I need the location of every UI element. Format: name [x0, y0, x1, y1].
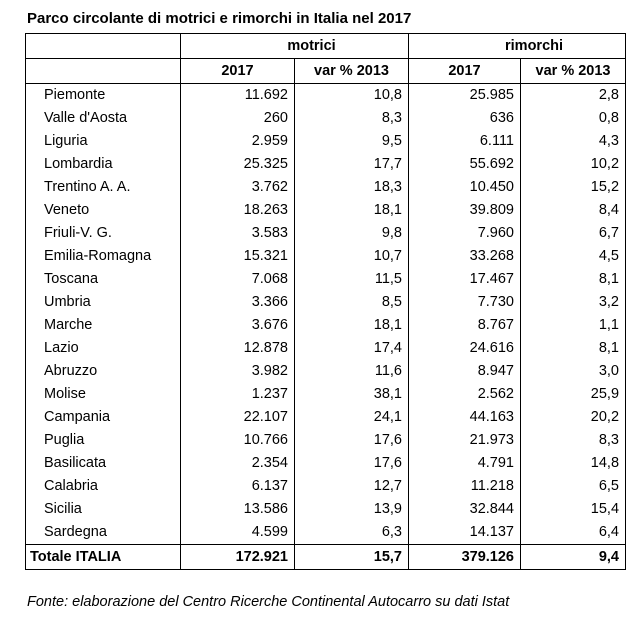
motrici-var-cell: 11,6	[374, 363, 402, 379]
total-row	[26, 545, 626, 570]
motrici-2017-cell: 6.137	[181, 475, 295, 498]
rimorchi-var-cell: 8,1	[521, 268, 626, 291]
rimorchi-2017-cell: 8.767	[409, 314, 521, 337]
motrici-var-cell: 17,6	[373, 455, 402, 471]
region-cell: Friuli-V. G.	[26, 222, 181, 245]
rimorchi-var-cell: 3,0	[521, 360, 626, 383]
group-header-rimorchi: rimorchi	[409, 34, 626, 59]
rimorchi-var-cell: 20,2	[521, 406, 626, 429]
rimorchi-2017-cell: 55.692	[409, 153, 521, 176]
table-row	[26, 360, 626, 383]
table-row	[26, 429, 626, 452]
table-row	[26, 268, 626, 291]
motrici-2017-cell: 11.692	[181, 84, 295, 108]
motrici-var-cell: 10,8	[373, 87, 402, 103]
region-cell: Trentino A. A.	[26, 176, 181, 199]
motrici-2017-cell: 22.107	[181, 406, 295, 429]
table-row	[26, 245, 626, 268]
region-cell: Basilicata	[26, 452, 181, 475]
motrici-2017-cell: 12.878	[181, 337, 295, 360]
region-cell: Liguria	[26, 130, 181, 153]
rimorchi-var-cell: 14,8	[521, 452, 626, 475]
motrici-var-cell: 10,7	[373, 248, 402, 264]
region-header-cell	[26, 34, 181, 59]
motrici-2017-cell: 2.959	[181, 130, 295, 153]
table-row	[26, 475, 626, 498]
motrici-var-cell: 18,1	[373, 317, 402, 333]
rimorchi-var-cell: 6,4	[521, 521, 626, 545]
rimorchi-2017-cell: 2.562	[409, 383, 521, 406]
region-cell: Campania	[26, 406, 181, 429]
rimorchi-2017-cell: 32.844	[409, 498, 521, 521]
rimorchi-var-cell: 15,4	[521, 498, 626, 521]
rimorchi-var-cell: 8,4	[521, 199, 626, 222]
motrici-2017-cell: 18.263	[181, 199, 295, 222]
rimorchi-2017-cell: 7.960	[409, 222, 521, 245]
motrici-2017-cell: 3.366	[181, 291, 295, 314]
table-row	[26, 521, 626, 545]
total-motrici-var-cell: 15,7	[295, 545, 409, 570]
motrici-2017-cell: 3.762	[181, 176, 295, 199]
table-row	[26, 406, 626, 429]
motrici-var-cell: 17,4	[373, 340, 402, 356]
motrici-var-cell: 6,3	[381, 524, 402, 540]
total-region-cell: Totale ITALIA	[26, 545, 181, 570]
motrici-var-cell: 17,6	[373, 432, 402, 448]
table-row	[26, 337, 626, 360]
region-subheader-cell	[26, 59, 181, 84]
motrici-2017-cell: 25.325	[181, 153, 295, 176]
rimorchi-2017-cell: 4.791	[409, 452, 521, 475]
table-row	[26, 176, 626, 199]
region-cell: Umbria	[26, 291, 181, 314]
total-motrici-2017-cell: 172.921	[181, 545, 295, 570]
region-cell: Sicilia	[26, 498, 181, 521]
rimorchi-var-cell: 2,8	[521, 84, 626, 108]
motrici-2017-cell: 3.982	[181, 360, 295, 383]
vehicle-fleet-table	[25, 33, 626, 570]
rimorchi-var-cell: 1,1	[521, 314, 626, 337]
motrici-var-cell: 8,5	[381, 294, 402, 310]
group-header-row	[26, 34, 626, 59]
region-cell: Lombardia	[26, 153, 181, 176]
rimorchi-2017-cell: 44.163	[409, 406, 521, 429]
source-note: Fonte: elaborazione del Centro Ricerche Continental Autocarro su dati Istat	[27, 594, 510, 610]
rimorchi-var-cell: 15,2	[521, 176, 626, 199]
motrici-var-cell: 11,5	[374, 271, 402, 287]
region-cell: Calabria	[26, 475, 181, 498]
subheader-motrici-var: var % 2013	[295, 59, 409, 84]
table-row	[26, 314, 626, 337]
motrici-var-cell: 38,1	[373, 386, 402, 402]
rimorchi-var-cell: 4,5	[521, 245, 626, 268]
region-cell: Puglia	[26, 429, 181, 452]
rimorchi-2017-cell: 8.947	[409, 360, 521, 383]
motrici-2017-cell: 2.354	[181, 452, 295, 475]
rimorchi-var-cell: 6,7	[521, 222, 626, 245]
region-cell: Molise	[26, 383, 181, 406]
motrici-2017-cell: 13.586	[181, 498, 295, 521]
motrici-2017-cell: 3.676	[181, 314, 295, 337]
rimorchi-2017-cell: 39.809	[409, 199, 521, 222]
motrici-var-cell: 17,7	[373, 156, 402, 172]
rimorchi-2017-cell: 636	[409, 107, 521, 130]
motrici-var-cell: 13,9	[373, 501, 402, 517]
subheader-motrici-2017: 2017	[181, 59, 295, 84]
group-header-motrici: motrici	[181, 34, 409, 59]
motrici-var-cell: 12,7	[373, 478, 402, 494]
rimorchi-var-cell: 3,2	[521, 291, 626, 314]
table-row	[26, 291, 626, 314]
total-rimorchi-2017-cell: 379.126	[409, 545, 521, 570]
region-cell: Veneto	[26, 199, 181, 222]
rimorchi-var-cell: 10,2	[521, 153, 626, 176]
motrici-2017-cell: 4.599	[181, 521, 295, 545]
rimorchi-2017-cell: 33.268	[409, 245, 521, 268]
motrici-var-cell: 24,1	[373, 409, 402, 425]
motrici-2017-cell: 15.321	[181, 245, 295, 268]
motrici-var-cell: 18,1	[373, 202, 402, 218]
table-row	[26, 199, 626, 222]
region-cell: Toscana	[26, 268, 181, 291]
rimorchi-2017-cell: 24.616	[409, 337, 521, 360]
rimorchi-var-cell: 8,1	[521, 337, 626, 360]
motrici-var-cell: 8,3	[381, 110, 402, 126]
table-body	[26, 84, 626, 570]
region-cell: Emilia-Romagna	[26, 245, 181, 268]
subheader-rimorchi-2017: 2017	[409, 59, 521, 84]
motrici-2017-cell: 7.068	[181, 268, 295, 291]
table-row	[26, 222, 626, 245]
rimorchi-2017-cell: 25.985	[409, 84, 521, 108]
rimorchi-var-cell: 0,8	[521, 107, 626, 130]
rimorchi-2017-cell: 14.137	[409, 521, 521, 545]
motrici-var-cell: 9,5	[381, 133, 402, 149]
table-row	[26, 107, 626, 130]
subheader-rimorchi-var: var % 2013	[521, 59, 626, 84]
rimorchi-var-cell: 8,3	[521, 429, 626, 452]
region-cell: Valle d'Aosta	[26, 107, 181, 130]
motrici-2017-cell: 3.583	[181, 222, 295, 245]
rimorchi-2017-cell: 17.467	[409, 268, 521, 291]
sub-header-row	[26, 59, 626, 84]
rimorchi-var-cell: 6,5	[521, 475, 626, 498]
region-cell: Abruzzo	[26, 360, 181, 383]
region-cell: Sardegna	[26, 521, 181, 545]
rimorchi-var-cell: 25,9	[521, 383, 626, 406]
total-rimorchi-var-cell: 9,4	[521, 545, 626, 570]
table-row	[26, 383, 626, 406]
region-cell: Lazio	[26, 337, 181, 360]
motrici-2017-cell: 10.766	[181, 429, 295, 452]
rimorchi-2017-cell: 7.730	[409, 291, 521, 314]
rimorchi-2017-cell: 11.218	[409, 475, 521, 498]
rimorchi-2017-cell: 21.973	[409, 429, 521, 452]
table-row	[26, 498, 626, 521]
table-title: Parco circolante di motrici e rimorchi in Italia nel 2017	[27, 10, 412, 27]
table-row	[26, 84, 626, 108]
rimorchi-var-cell: 4,3	[521, 130, 626, 153]
table-row	[26, 452, 626, 475]
motrici-var-cell: 9,8	[381, 225, 402, 241]
rimorchi-2017-cell: 10.450	[409, 176, 521, 199]
region-cell: Piemonte	[26, 84, 181, 108]
table-row	[26, 130, 626, 153]
rimorchi-2017-cell: 6.111	[409, 130, 521, 153]
motrici-2017-cell: 1.237	[181, 383, 295, 406]
table-row	[26, 153, 626, 176]
region-cell: Marche	[26, 314, 181, 337]
motrici-var-cell: 18,3	[373, 179, 402, 195]
motrici-2017-cell: 260	[181, 107, 295, 130]
